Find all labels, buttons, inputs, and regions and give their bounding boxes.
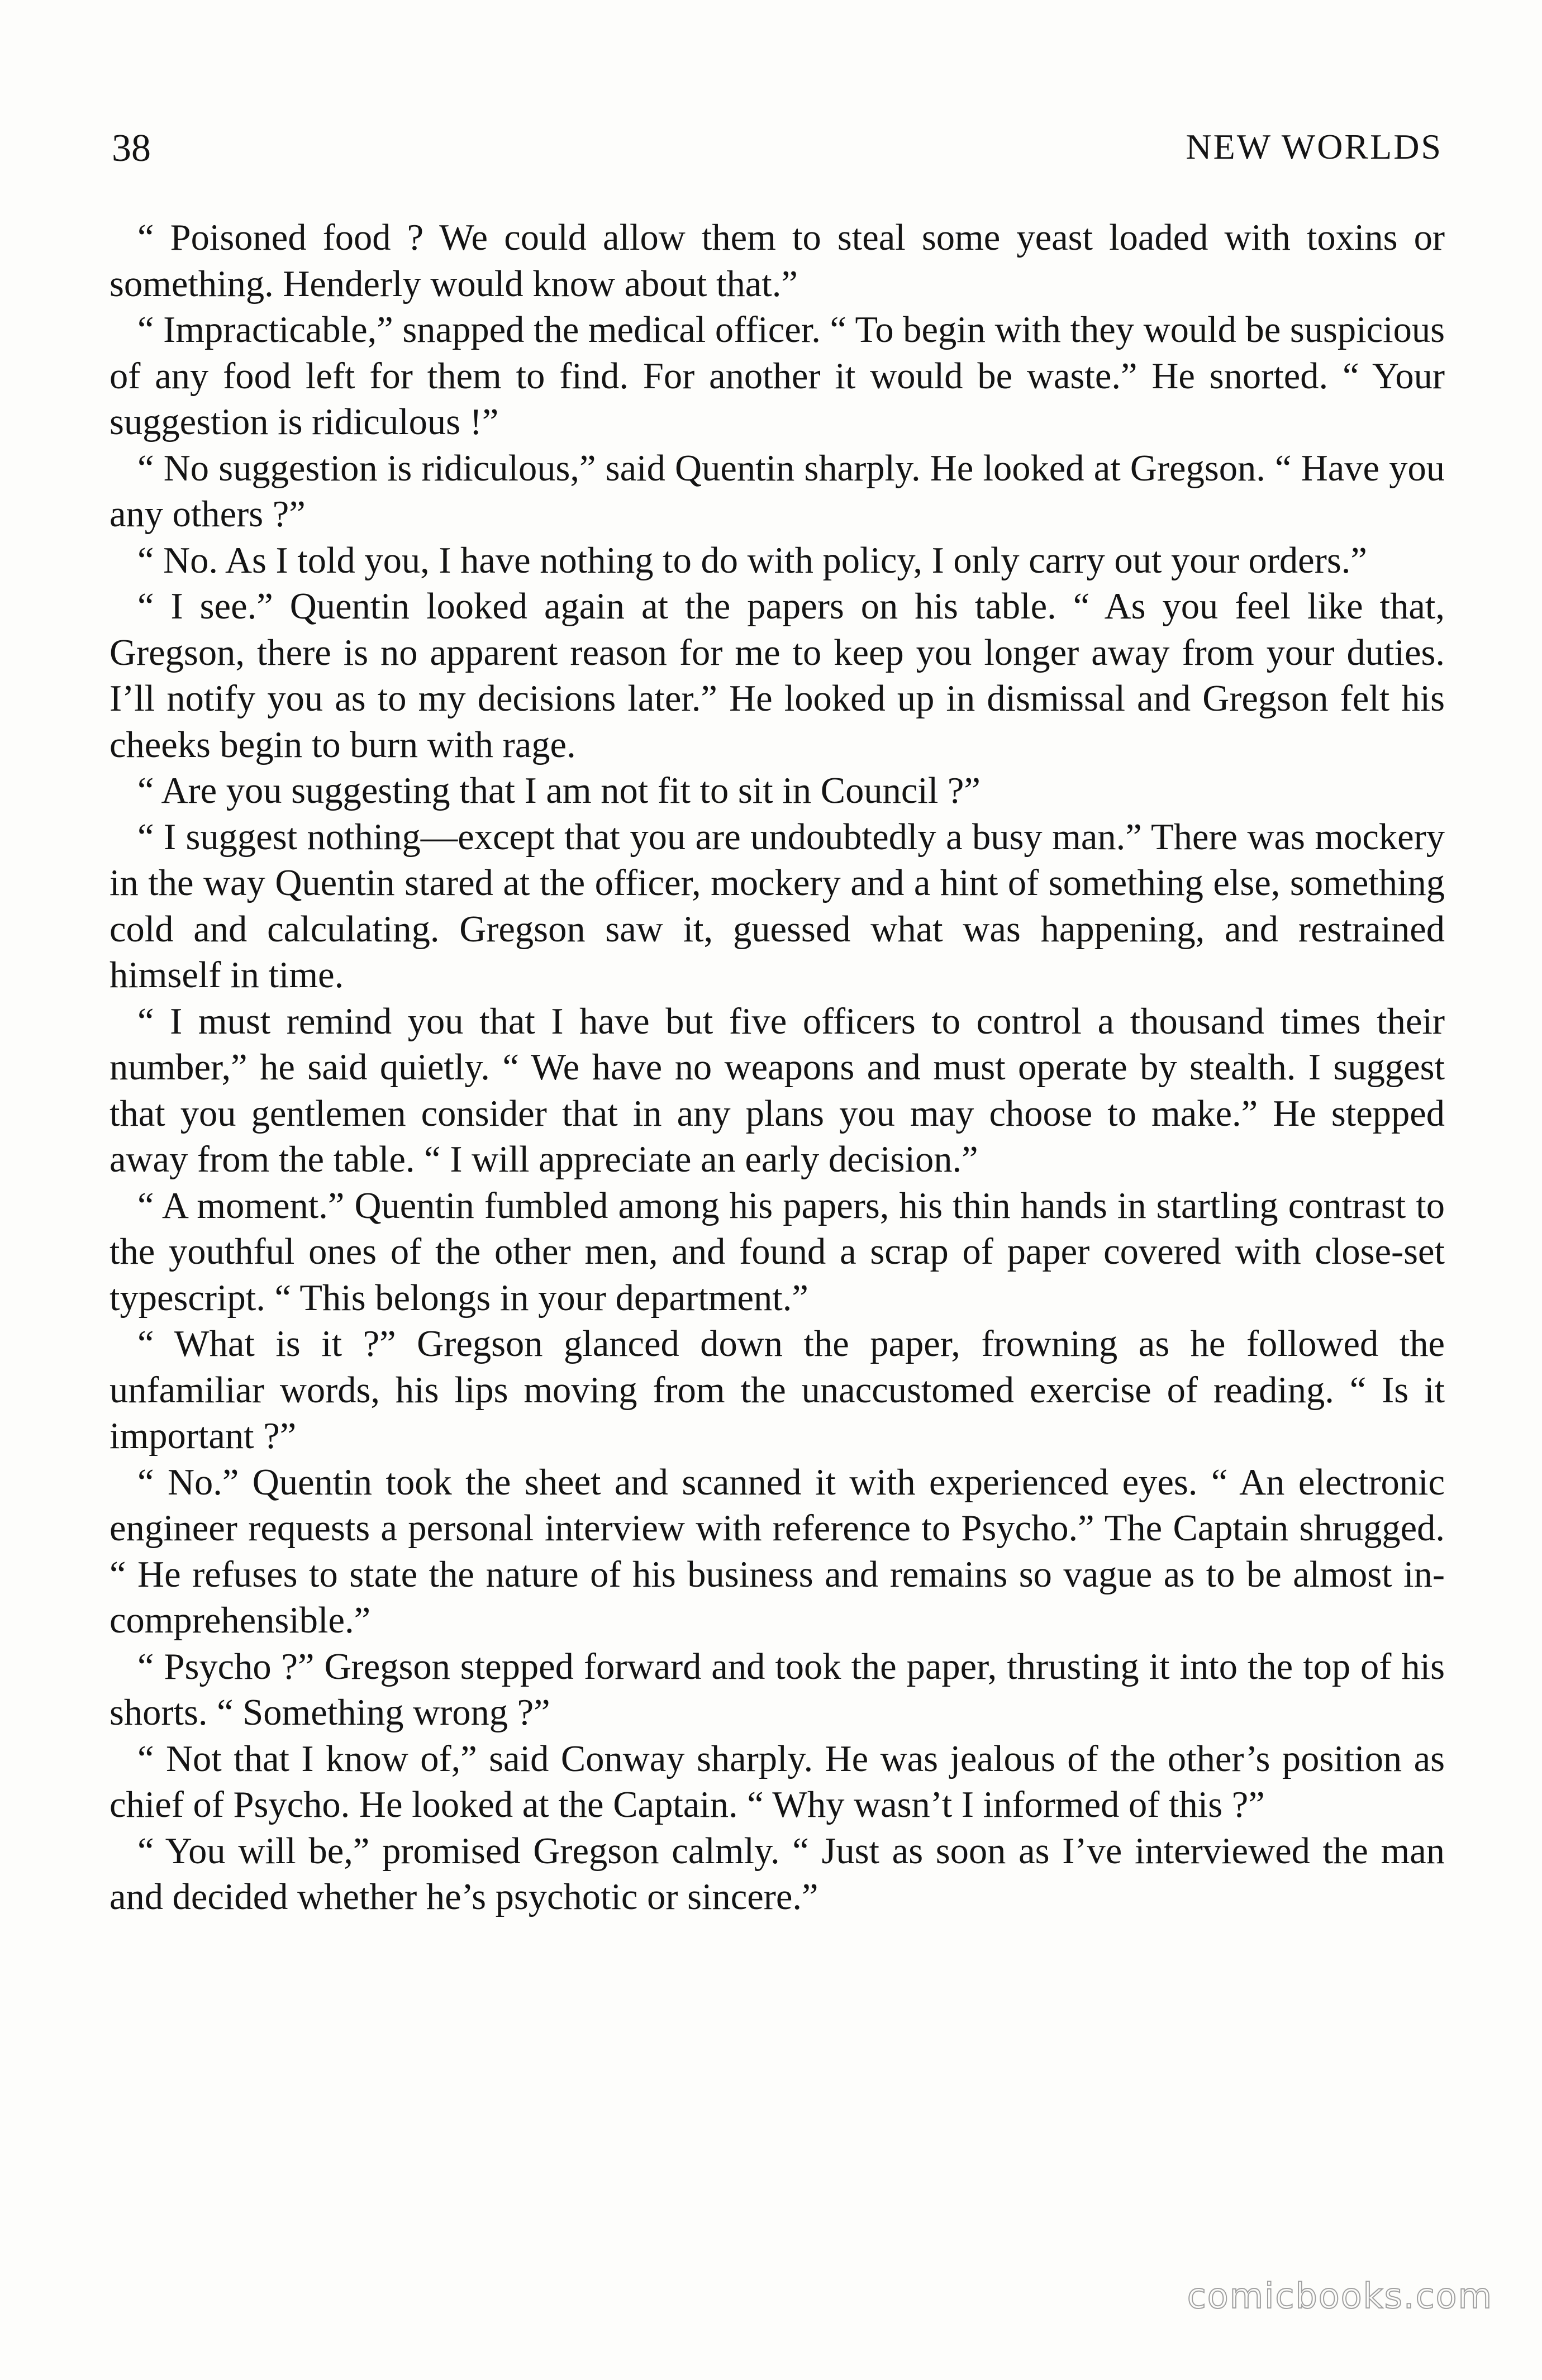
paragraph: “ Poisoned food ? We could allow them to steal some yeast loaded with toxins or something. Henderly would know about that.” bbox=[110, 217, 1445, 304]
running-head: NEW WORLDS bbox=[1186, 127, 1443, 166]
paragraph: “ You will be,” promised Gregson calmly. “ Just as soon as I’ve interviewed the man and decided whether he’s psychotic or sincere.” bbox=[110, 1830, 1445, 1917]
paragraph: “ No suggestion is ridiculous,” said Quentin sharply. He looked at Gregson. “ Have you any others ?” bbox=[110, 448, 1445, 535]
paragraph: “ What is it ?” Gregson glanced down the paper, frowning as he followed the unfamiliar words, his lips moving from the unaccustomed exercise of reading. “ Is it important ?” bbox=[110, 1324, 1445, 1456]
body-text bbox=[110, 215, 1445, 1921]
paragraph: “ No.” Quentin took the sheet and scanned it with experienced eyes. “ An electronic engineer requests a personal interview with reference to Psycho.” The Captain shrugged. “ He refuses to state the nature of his business and remains so vague as to be almost in- comprehensible.” bbox=[110, 1462, 1445, 1641]
paragraph: “ A moment.” Quentin fumbled among his papers, his thin hands in startling contrast to the youthful ones of the other men, and found a scrap of paper covered with close-set typescript. “ This belongs in your department.” bbox=[110, 1185, 1445, 1318]
paragraph: “ Psycho ?” Gregson stepped forward and took the paper, thrusting it into the top of his shorts. “ Something wrong ?” bbox=[110, 1646, 1445, 1733]
paragraph: “ I see.” Quentin looked again at the papers on his table. “ As you feel like that, Gregson, there is no apparent reason for me to keep you longer away from your duties. I’ll notify you as to my decisions later.” He looked up in dismissal and Gregson felt his cheeks begin to burn with rage. bbox=[110, 586, 1445, 765]
paragraph: “ Impracticable,” snapped the medical officer. “ To begin with they would be suspicious of any food left for them to find. For another it would be waste.” He snorted. “ Your suggestion is ridiculous !” bbox=[110, 310, 1445, 442]
watermark: comicbooks.com bbox=[1187, 2276, 1493, 2316]
paragraph: “ I must remind you that I have but five officers to control a thousand times their number,” he said quietly. “ We have no weapons and must operate by stealth. I suggest that you gentlemen consider that in any plans you may choose to make.” He stepped away from the table. “ I will appreciate an early decision.” bbox=[110, 1001, 1445, 1180]
page-number: 38 bbox=[112, 127, 151, 170]
paragraph: “ No. As I told you, I have nothing to do with policy, I only carry out your orders.” bbox=[137, 540, 1367, 581]
paragraph: “ I suggest nothing—except that you are undoubtedly a busy man.” There was mockery in the way Quentin stared at the officer, mockery and a hint of something else, something cold and calculating. Gregson saw it, guessed what was happening, and restrained himself in time. bbox=[110, 816, 1445, 996]
paragraph: “ Are you suggesting that I am not fit to sit in Council ?” bbox=[137, 770, 981, 811]
paragraph: “ Not that I know of,” said Conway sharply. He was jealous of the other’s position as chief of Psycho. He looked at the Captain. “ Why wasn’t I informed of this ?” bbox=[110, 1738, 1445, 1825]
